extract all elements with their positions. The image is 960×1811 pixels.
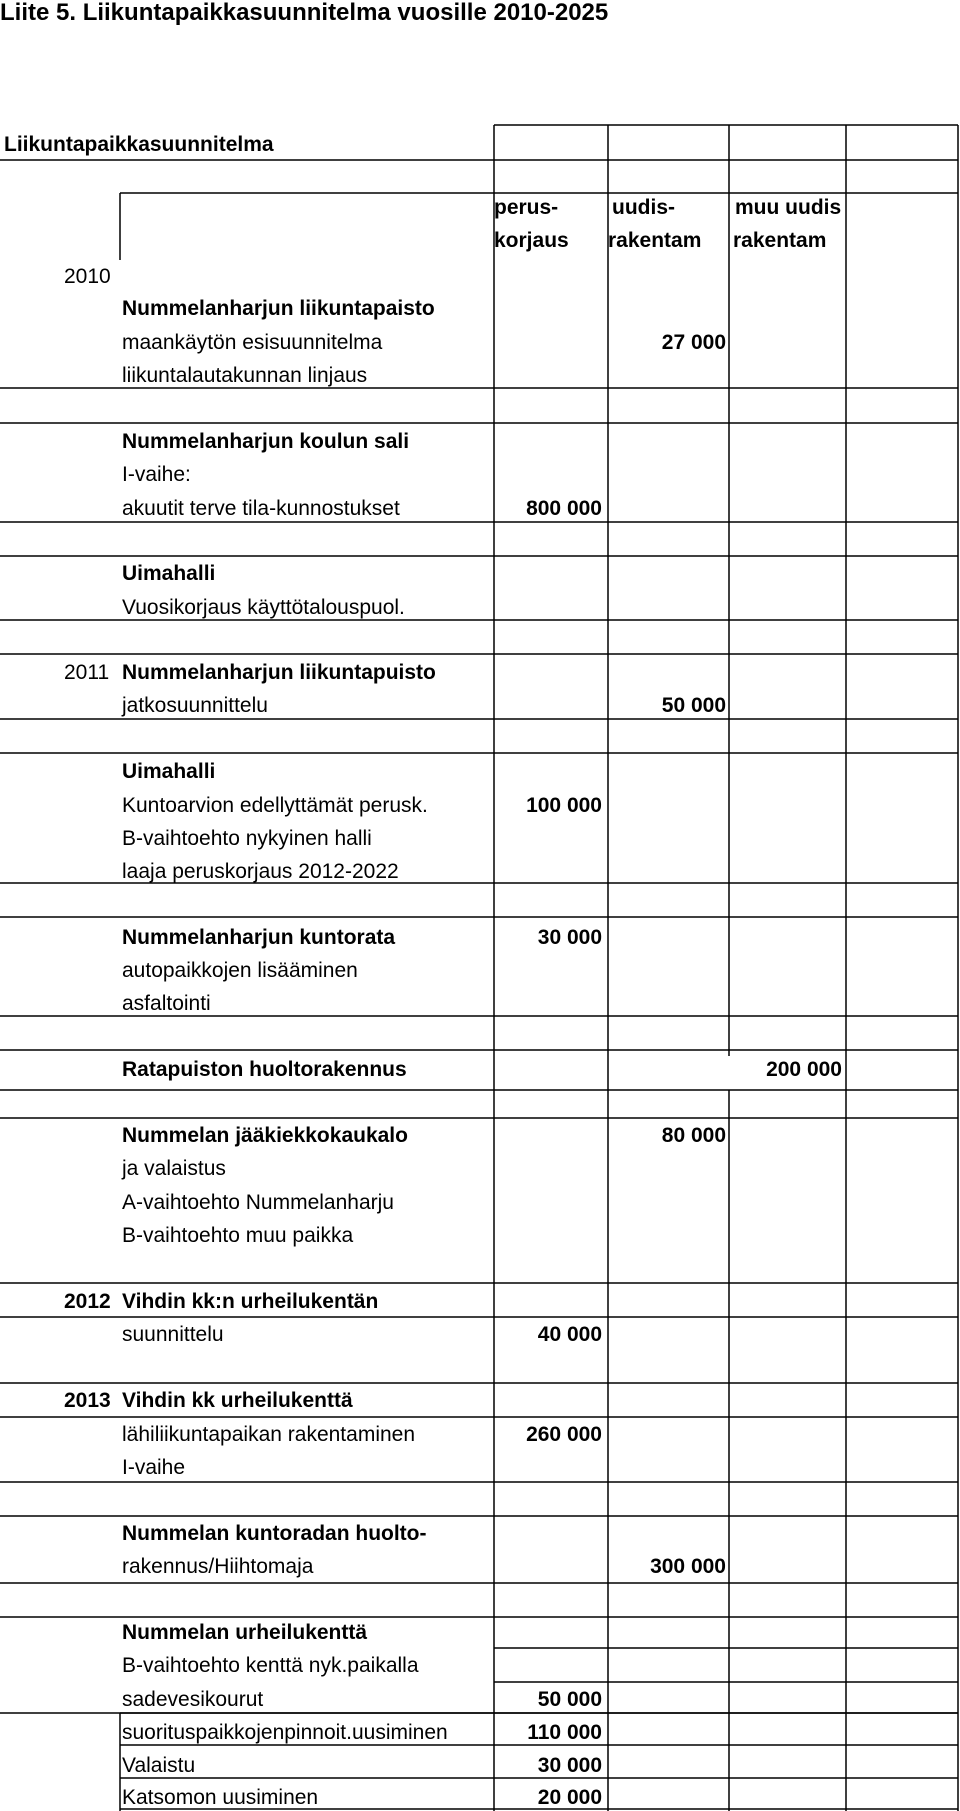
row-label: Kuntoarvion edellyttämät perusk. [122, 794, 428, 817]
row-label: Vihdin kk:n urheilukentän [122, 1290, 379, 1313]
row-value-perus: 50 000 [537, 1688, 602, 1711]
row-label: Nummelan kuntoradan huolto- [122, 1522, 427, 1545]
row-label: I-vaihe [122, 1456, 186, 1479]
table-title: Liikuntapaikkasuunnitelma [4, 133, 274, 156]
row-label: autopaikkojen lisääminen [122, 959, 358, 982]
year-2011: 2011 [64, 661, 110, 684]
row-value-uudis: 50 000 [661, 694, 726, 717]
row-value-perus: 40 000 [537, 1323, 602, 1346]
header-perus-1: perus- [494, 196, 559, 219]
header-muu-1: muu uudis [735, 196, 842, 219]
row-label: jatkosuunnittelu [122, 694, 268, 717]
row-label: Nummelanharjun liikuntapuisto [122, 661, 436, 684]
header-perus-2: korjaus [494, 229, 569, 252]
row-value-perus: 110 000 [527, 1721, 602, 1744]
row-label: Uimahalli [122, 760, 216, 783]
row-label: Valaistu [122, 1754, 196, 1777]
row-label: laaja peruskorjaus 2012-2022 [122, 860, 399, 883]
row-label: Vuosikorjaus käyttötalouspuol. [122, 596, 405, 619]
row-value-perus: 30 000 [537, 926, 602, 949]
year-2012: 2012 [64, 1290, 111, 1313]
row-value-muu: 200 000 [766, 1058, 842, 1081]
row-label: suunnittelu [122, 1323, 224, 1346]
row-label: liikuntalautakunnan linjaus [122, 364, 368, 387]
row-label: Nummelanharjun liikuntapaisto [122, 297, 435, 320]
row-label: Nummelanharjun koulun sali [122, 430, 410, 453]
row-label: B-vaihtoehto nykyinen halli [122, 827, 372, 850]
header-muu-2: rakentam [733, 229, 827, 252]
row-label: A-vaihtoehto Nummelanharju [122, 1191, 394, 1214]
row-label: Ratapuiston huoltorakennus [122, 1058, 407, 1081]
header-uudis-2: rakentam [608, 229, 702, 252]
row-label: rakennus/Hiihtomaja [122, 1555, 314, 1578]
row-value-uudis: 300 000 [650, 1555, 726, 1578]
row-label: Nummelanharjun kuntorata [122, 926, 396, 949]
row-label: Vihdin kk urheilukenttä [122, 1389, 353, 1412]
row-label: Katsomon uusiminen [122, 1786, 319, 1809]
row-label: Nummelan urheilukenttä [122, 1621, 368, 1644]
row-value-perus: 20 000 [537, 1786, 602, 1809]
row-value-perus: 800 000 [526, 497, 602, 520]
row-value-perus: 260 000 [526, 1423, 602, 1446]
row-label: maankäytön esisuunnitelma [122, 331, 383, 354]
row-label: I-vaihe: [122, 463, 191, 486]
row-value-uudis: 27 000 [661, 331, 726, 354]
row-label: B-vaihtoehto kenttä nyk.paikalla [122, 1654, 419, 1677]
row-label: akuutit terve tila-kunnostukset [122, 497, 400, 520]
row-value-perus: 100 000 [526, 794, 602, 817]
row-label: sadevesikourut [122, 1688, 264, 1711]
row-label: Uimahalli [122, 562, 216, 585]
row-value-uudis: 80 000 [661, 1124, 726, 1147]
document-title: Liite 5. Liikuntapaikkasuunnitelma vuosille 2010-2025 [0, 0, 609, 26]
row-value-perus: 30 000 [537, 1754, 602, 1777]
year-2010: 2010 [64, 265, 111, 288]
row-label: ja valaistus [122, 1157, 226, 1180]
year-2013: 2013 [64, 1389, 111, 1412]
row-label: lähiliikuntapaikan rakentaminen [122, 1423, 416, 1446]
row-label: Nummelan jääkiekkokaukalo [122, 1124, 408, 1147]
header-uudis-1: uudis- [612, 196, 675, 219]
row-label: asfaltointi [122, 992, 211, 1015]
row-label: suorituspaikkojenpinnoit.uusiminen [122, 1721, 448, 1744]
row-label: B-vaihtoehto muu paikka [122, 1224, 354, 1247]
